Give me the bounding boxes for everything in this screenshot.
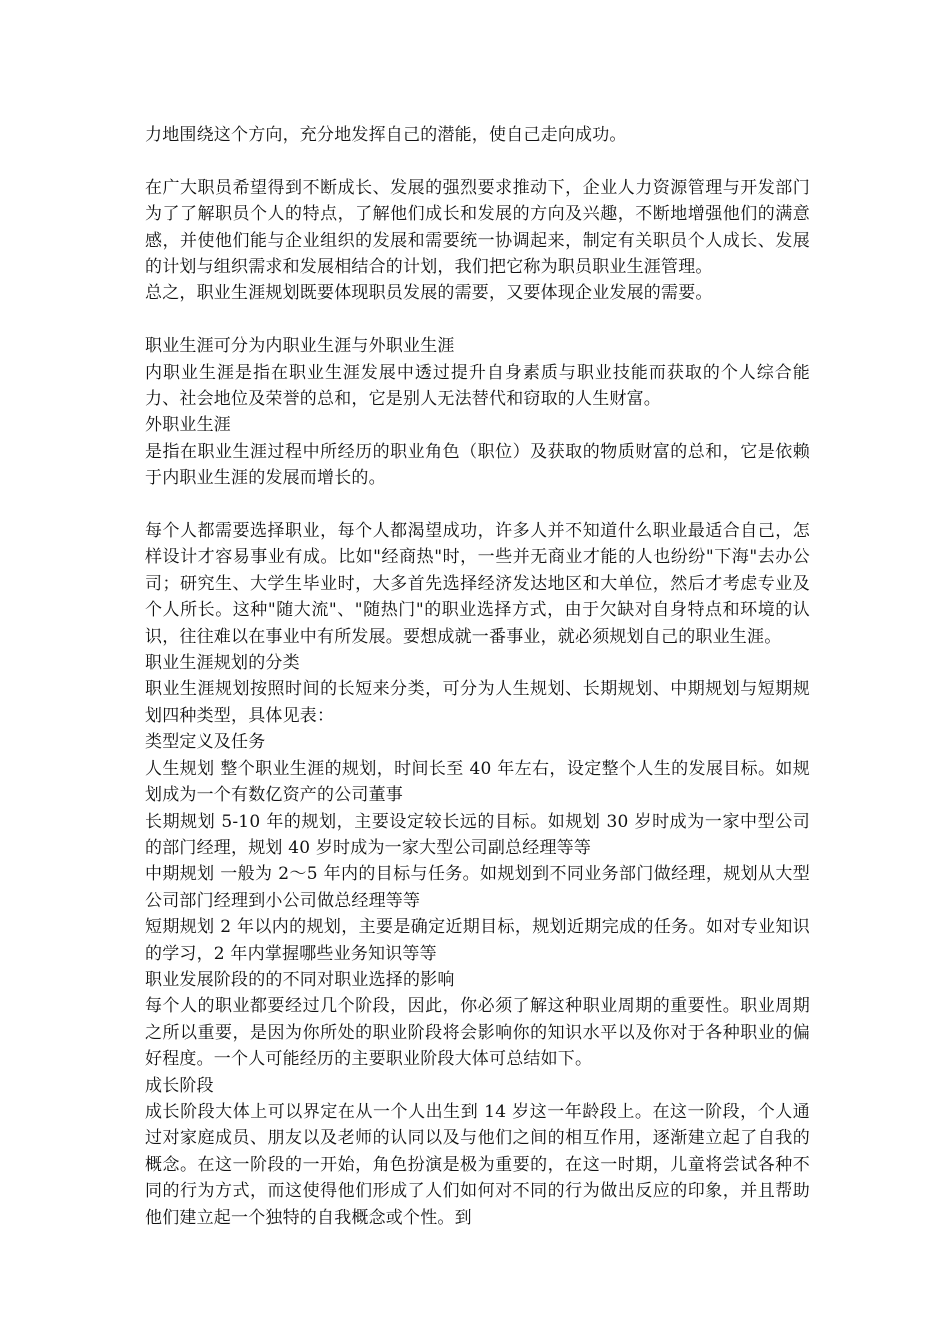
paragraph-planning-categories: 职业生涯规划按照时间的长短来分类，可分为人生规划、长期规划、中期规划与短期规划四种类型，具体见表： [145, 679, 810, 726]
paragraph-gap [145, 307, 810, 333]
paragraph-gap [145, 492, 810, 518]
paragraph-growth-stage: 成长阶段大体上可以界定在从一个人出生到 14 岁这一年龄段上。在这一阶段，个人通过对家庭成员、朋友以及老师的认同以及与他们之间的相互作用，逐渐建立起了自我的概念。在这一阶段的一开始，角色扮演是极为重要的，在这一时期，儿童将尝试各种不同的行为方式，而这使得他们形成了人们如何对不同的行为做出反应的印象，并且帮助他们建立起一个独特的自我概念或个性。到 [145, 1101, 810, 1228]
paragraph-long-term-plan: 长期规划 5-10 年的规划，主要设定较长远的目标。如规划 30 岁时成为一家中型公司的部门经理，规划 40 岁时成为一家大型公司副总经理等等 [145, 811, 810, 858]
paragraph-career-cycle: 每个人的职业都要经过几个阶段，因此，你必须了解这种职业周期的重要性。职业周期之所以重要，是因为你所处的职业阶段将会影响你的知识水平以及你对于各种职业的偏好程度。一个人可能经历的主要职业阶段大体可总结如下。 [145, 996, 810, 1070]
paragraph-inner-career: 内职业生涯是指在职业生涯发展中透过提升自身素质与职业技能而获取的个人综合能力、社会地位及荣誉的总和，它是别人无法替代和窃取的人生财富。 [145, 362, 810, 410]
paragraph-career-management: 在广大职员希望得到不断成长、发展的强烈要求推动下，企业人力资源管理与开发部门为了了解职员个人的特点，了解他们成长和发展的方向及兴趣，不断地增强他们的满意感，并使他们能与企业组织的发展和需要统一协调起来，制定有关职员个人成长、发展的计划与组织需求和发展相结合的计划，我们把它称为职员职业生涯管理。 [145, 177, 810, 278]
document-body [145, 122, 810, 1231]
paragraph-choosing-career: 每个人都需要选择职业，每个人都渴望成功，许多人并不知道什么职业最适合自己，怎样设计才容易事业有成。比如"经商热"时，一些并无商业才能的人也纷纷"下海"去办公司；研究生、大学生毕业时，大多首先选择经济发达地区和大单位，然后才考虑专业及个人所长。这种"随大流"、"随热门"的职业选择方式，由于欠缺对自身特点和环境的认识，往往难以在事业中有所发展。要想成就一番事业，就必须规划自己的职业生涯。 [145, 521, 810, 647]
heading-planning-categories: 职业生涯规划的分类 [145, 653, 300, 674]
heading-type-definition: 类型定义及任务 [145, 732, 266, 753]
paragraph-outer-career: 是指在职业生涯过程中所经历的职业角色（职位）及获取的物质财富的总和，它是依赖于内职业生涯的发展而增长的。 [145, 441, 810, 489]
heading-outer-career: 外职业生涯 [145, 415, 231, 436]
paragraph-summary: 总之，职业生涯规划既要体现职员发展的需要，又要体现企业发展的需要。 [145, 283, 713, 304]
paragraph-short-term-plan: 短期规划 2 年以内的规划，主要是确定近期目标，规划近期完成的任务。如对专业知识的学习，2 年内掌握哪些业务知识等等 [145, 917, 810, 964]
paragraph-mid-term-plan: 中期规划 一般为 2～5 年内的目标与任务。如规划到不同业务部门做经理，规划从大型公司部门经理到小公司做总经理等等 [145, 864, 810, 911]
paragraph-life-plan: 人生规划 整个职业生涯的规划，时间长至 40 年左右，设定整个人生的发展目标。如规划成为一个有数亿资产的公司董事 [145, 758, 810, 806]
heading-career-stages: 职业发展阶段的的不同对职业选择的影响 [145, 969, 455, 990]
paragraph-intro-end: 力地围绕这个方向，充分地发挥自己的潜能，使自己走向成功。 [145, 125, 627, 145]
heading-inner-outer-career: 职业生涯可分为内职业生涯与外职业生涯 [145, 336, 455, 357]
paragraph-gap [145, 148, 810, 174]
heading-growth-stage: 成长阶段 [145, 1075, 214, 1096]
